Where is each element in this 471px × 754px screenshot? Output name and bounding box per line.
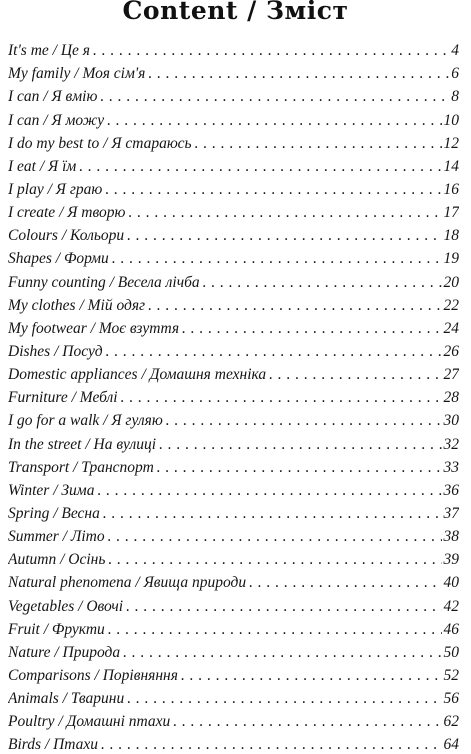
toc-page-number: 12 bbox=[443, 134, 459, 152]
toc-dot-leader bbox=[166, 412, 442, 430]
toc-page-number: 27 bbox=[443, 366, 459, 384]
toc-dot-leader bbox=[79, 158, 441, 176]
toc-entry-label: Furniture / Меблі bbox=[8, 389, 118, 407]
toc-page-number: 36 bbox=[443, 481, 459, 499]
toc-entry bbox=[8, 523, 459, 546]
toc-entry-label: Transport / Транспорт bbox=[8, 458, 154, 476]
toc-dot-leader bbox=[173, 713, 441, 731]
toc-dot-leader bbox=[105, 181, 441, 199]
toc-page-number: 32 bbox=[443, 435, 459, 453]
toc-entry bbox=[8, 384, 459, 407]
toc-entry-label: Fruit / Фрукти bbox=[8, 620, 105, 638]
toc-dot-leader bbox=[93, 42, 449, 60]
toc-page-number: 16 bbox=[443, 180, 459, 198]
toc-entry-label: Winter / Зима bbox=[8, 481, 95, 499]
toc-entry bbox=[8, 222, 459, 245]
toc-dot-leader bbox=[127, 227, 441, 245]
toc-dot-leader bbox=[249, 574, 441, 592]
toc-entry bbox=[8, 407, 459, 430]
toc-page-number: 26 bbox=[443, 342, 459, 360]
toc-entry bbox=[8, 199, 459, 222]
toc-dot-leader bbox=[97, 482, 441, 500]
toc-entry-label: Vegetables / Овочі bbox=[8, 597, 124, 615]
toc-entry-label: I go for a walk / Я гуляю bbox=[8, 412, 163, 430]
toc-page-number: 14 bbox=[443, 157, 459, 175]
toc-page-number: 17 bbox=[443, 204, 459, 222]
toc-entry bbox=[8, 292, 459, 315]
toc-dot-leader bbox=[148, 297, 441, 315]
toc-dot-leader bbox=[112, 250, 442, 268]
toc-entry bbox=[8, 662, 459, 685]
toc-dot-leader bbox=[103, 505, 442, 523]
toc-entry bbox=[8, 569, 459, 592]
toc-dot-leader bbox=[128, 204, 441, 222]
toc-page-number: 19 bbox=[443, 250, 459, 268]
toc-entry-label: Animals / Тварини bbox=[8, 690, 125, 708]
toc-entry bbox=[8, 130, 459, 153]
toc-entry-label: Dishes / Посуд bbox=[8, 342, 103, 360]
toc-dot-leader bbox=[157, 459, 442, 477]
toc-page-number: 28 bbox=[443, 389, 459, 407]
toc-dot-leader bbox=[107, 112, 441, 130]
toc-entry bbox=[8, 37, 459, 60]
toc-entry-label: Birds / Птахи bbox=[8, 736, 99, 754]
toc-entry bbox=[8, 153, 459, 176]
toc-entry bbox=[8, 83, 459, 106]
toc-entry bbox=[8, 477, 459, 500]
toc-entry bbox=[8, 500, 459, 523]
toc-dot-leader bbox=[108, 621, 442, 639]
toc-entry bbox=[8, 731, 459, 754]
toc-dot-leader bbox=[106, 343, 442, 361]
toc-entry bbox=[8, 245, 459, 268]
toc-page-number: 20 bbox=[443, 273, 459, 291]
toc-entry bbox=[8, 454, 459, 477]
toc-dot-leader bbox=[121, 389, 442, 407]
toc-entry bbox=[8, 708, 459, 731]
toc-dot-leader bbox=[126, 598, 441, 616]
toc-page-number: 37 bbox=[443, 504, 459, 522]
toc-entry-label: I play / Я граю bbox=[8, 180, 103, 198]
toc-dot-leader bbox=[182, 320, 441, 338]
toc-dot-leader bbox=[108, 551, 441, 569]
toc-entry-label: I eat / Я їм bbox=[8, 157, 77, 175]
toc-entry-label: Spring / Весна bbox=[8, 504, 100, 522]
toc-entry bbox=[8, 60, 459, 83]
toc-entry-label: Funny counting / Весела лічба bbox=[8, 273, 200, 291]
toc-page-number: 39 bbox=[443, 551, 459, 569]
toc-dot-leader bbox=[101, 736, 441, 754]
toc-dot-leader bbox=[100, 88, 449, 106]
toc-dot-leader bbox=[123, 644, 441, 662]
toc-entry-label: In the street / На вулиці bbox=[8, 435, 157, 453]
toc-entry-label: It's me / Це я bbox=[8, 42, 90, 60]
toc-entry bbox=[8, 592, 459, 615]
toc-page-number: 56 bbox=[443, 690, 459, 708]
toc-page-number: 6 bbox=[451, 65, 459, 83]
toc-dot-leader bbox=[181, 667, 442, 685]
toc-page-number: 33 bbox=[443, 458, 459, 476]
toc-entry bbox=[8, 685, 459, 708]
toc-entry-label: Summer / Літо bbox=[8, 528, 105, 546]
toc-entry-label: Colours / Кольори bbox=[8, 227, 125, 245]
toc-entry-label: Shapes / Форми bbox=[8, 250, 109, 268]
toc-entry-label: Nature / Природа bbox=[8, 643, 121, 661]
toc-entry bbox=[8, 338, 459, 361]
toc-page-number: 40 bbox=[443, 574, 459, 592]
page-title: Content / Зміст bbox=[122, 0, 349, 25]
toc-page-number: 8 bbox=[451, 88, 459, 106]
toc-page-number: 52 bbox=[443, 666, 459, 684]
toc-dot-leader bbox=[269, 366, 441, 384]
toc-entry bbox=[8, 106, 459, 129]
toc-page-number: 22 bbox=[443, 296, 459, 314]
toc-entry-label: Autumn / Осінь bbox=[8, 551, 106, 569]
toc-dot-leader bbox=[108, 528, 442, 546]
toc-page-number: 30 bbox=[443, 412, 459, 430]
toc-entry bbox=[8, 361, 459, 384]
toc-page-number: 62 bbox=[443, 713, 459, 731]
toc-dot-leader bbox=[195, 135, 442, 153]
toc-page-number: 50 bbox=[443, 643, 459, 661]
toc-entry-label: I create / Я творю bbox=[8, 204, 126, 222]
toc-entry-label: My footwear / Моє взуття bbox=[8, 319, 180, 337]
toc-entry-label: Poultry / Домашні птахи bbox=[8, 713, 171, 731]
toc-entry bbox=[8, 430, 459, 453]
toc-dot-leader bbox=[203, 274, 442, 292]
toc-entry-label: My family / Моя сім'я bbox=[8, 65, 146, 83]
toc-page-number: 18 bbox=[443, 227, 459, 245]
toc-entry-label: Natural phenomena / Явища природи bbox=[8, 574, 247, 592]
toc-entry bbox=[8, 546, 459, 569]
toc-entry-label: I do my best to / Я стараюсь bbox=[8, 134, 192, 152]
toc-entry bbox=[8, 268, 459, 291]
toc-entry-label: Domestic appliances / Домашня техніка bbox=[8, 366, 267, 384]
toc-entry-label: I can / Я можу bbox=[8, 111, 105, 129]
toc-dot-leader bbox=[127, 690, 441, 708]
toc-page-number: 4 bbox=[451, 42, 459, 60]
toc-page-number: 64 bbox=[443, 736, 459, 754]
toc-entry-label: Comparisons / Порівняння bbox=[8, 666, 178, 684]
toc-entry-label: I can / Я вмію bbox=[8, 88, 98, 106]
toc-page-number: 46 bbox=[443, 620, 459, 638]
toc-page-number: 24 bbox=[443, 319, 459, 337]
toc-entry bbox=[8, 176, 459, 199]
toc-entry-label: My clothes / Мій одяг bbox=[8, 296, 146, 314]
toc-dot-leader bbox=[159, 436, 441, 454]
toc-dot-leader bbox=[148, 65, 449, 83]
toc-entry bbox=[8, 315, 459, 338]
table-of-contents bbox=[8, 37, 459, 754]
toc-page-number: 10 bbox=[443, 111, 459, 129]
toc-page-number: 42 bbox=[443, 597, 459, 615]
toc-entry bbox=[8, 639, 459, 662]
toc-entry bbox=[8, 616, 459, 639]
toc-page-number: 38 bbox=[443, 528, 459, 546]
